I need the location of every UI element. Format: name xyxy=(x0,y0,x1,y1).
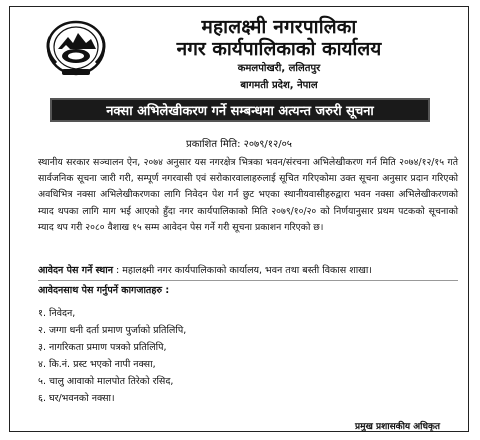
office-name: नगर कार्यपालिकाको कार्यालय xyxy=(176,38,382,60)
published-date: प्रकाशित मिति: २०७९/१२/०५ xyxy=(186,139,292,150)
list-item: ३. नागरिकता प्रमाण पत्रको प्रतिलिपि, xyxy=(38,342,167,353)
list-item: ५. चालु आवाको मालपोत तिरेको रसिद, xyxy=(38,376,174,387)
list-item: ४. कि.नं. प्रस्ट भएको नापी नक्सा, xyxy=(38,359,156,370)
address-province: बागमती प्रदेश, नेपाल xyxy=(240,80,318,91)
list-item: ६. घर/भवनको नक्सा। xyxy=(38,393,115,404)
documents-heading: आवेदनसाथ पेस गर्नुपर्ने कागजातहरु : xyxy=(38,285,170,296)
notice-title-banner: नक्सा अभिलेखीकरण गर्ने सम्बन्धमा अत्यन्त जरुरी सूचना xyxy=(50,98,430,122)
place-label: आवेदन पेस गर्ने स्थान xyxy=(38,265,113,276)
place-value: : महालक्ष्मी नगर कार्यपालिकाको कार्यालय, भवन तथा बस्ती विकास शाखा। xyxy=(116,265,372,276)
notice-body: स्थानीय सरकार सञ्चालन ऐन, २०७४ अनुसार यस नगरक्षेत्र भित्रका भवन/संरचना अभिलेखीकरण गर्न मिति २०७४/१२/१५ गते सार्वजनिक सूचना जारी गरी, सम्पूर्ण नगरवासी एवं सरोकारवालाहरुलाई सूचित गरिएकोमा उक्त सूचना अनुसार प्रदान गरिएको अवधिभित्र नक्सा अभिलेखीकरणका लागि निवेदन पेश गर्न छुट भएका स्थानीयवासीहरुद्वारा भवन नक्सा अभिलेखीकरणको म्याद थपका लागि माग भई आएको हुँदा नगर कार्यपालिकाको मिति २०७९/१०/२० को निर्णयानुसार प्रथम पटकको सूचनाको म्याद थप गरी २०८० वैशाख १५ सम्म आवेदन पेस गर्ने गरी सूचना प्रकाशन गरिएको छ। xyxy=(38,157,458,233)
address-city: कमलपोखरी, ललितपुर xyxy=(237,63,321,74)
signature-title: प्रमुख प्रशासकीय अधिकृत xyxy=(355,422,441,432)
org-name: महालक्ष्मी नगरपालिका xyxy=(201,16,357,38)
documents-list xyxy=(38,305,186,407)
list-item: २. जग्गा धनी दर्ता प्रमाण पुर्जाको प्रतिलिपि, xyxy=(38,325,187,336)
application-place xyxy=(38,264,458,281)
list-item: १. निवेदन, xyxy=(38,308,76,319)
notice-page xyxy=(9,6,469,432)
